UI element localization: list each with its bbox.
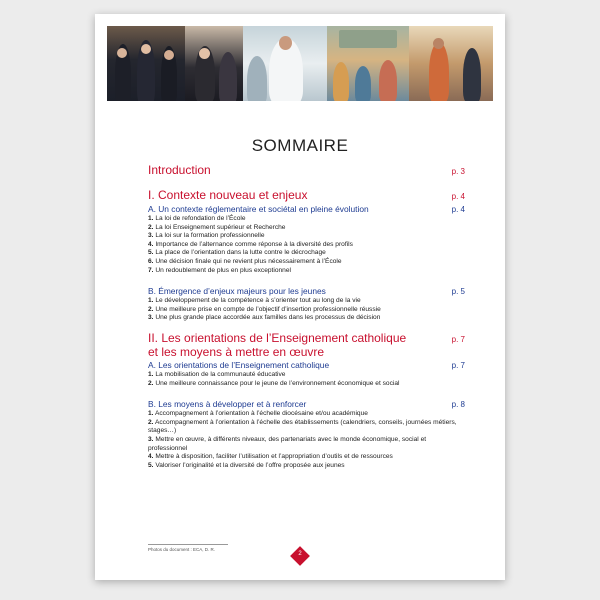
toc-part-2[interactable]: II. Les orientations de l’Enseignement catholique p. 7 <box>148 330 465 345</box>
table-of-contents <box>148 164 465 470</box>
photo-classroom <box>327 26 409 101</box>
toc-item: 5. La place de l’orientation dans la lutte contre le décrochage <box>148 249 326 257</box>
toc-item: 2. Une meilleure prise en compte de l’objectif d’insertion professionnelle réussie <box>148 305 381 313</box>
toc-item: 4. Mettre à disposition, faciliter l’utilisation et l’appropriation d’outils et de ressources <box>148 453 393 461</box>
toc-item: 7. Un redoublement de plus en plus exceptionnel <box>148 266 291 274</box>
toc-item: 2. La loi Enseignement supérieur et Recherche <box>148 223 286 231</box>
photo-doctor <box>243 26 327 101</box>
toc-part-2-a[interactable]: A. Les orientations de l’Enseignement catholique p. 7 <box>148 359 465 370</box>
footer-rule <box>148 544 228 545</box>
toc-item: 1. La mobilisation de la communauté éducative <box>148 370 286 378</box>
toc-item: 1. Accompagnement à l’orientation à l’échelle diocésaine et/ou académique <box>148 410 368 418</box>
toc-part-1[interactable]: I. Contexte nouveau et enjeux p. 4 <box>148 188 465 202</box>
photo-running <box>409 26 493 101</box>
document-page <box>95 14 505 580</box>
toc-intro[interactable]: Introduction p. 3 <box>148 163 465 177</box>
toc-item: 4. Importance de l’alternance comme réponse à la diversité des profils <box>148 240 353 248</box>
photo-banner <box>107 26 493 101</box>
toc-part-2-line2: et les moyens à mettre en œuvre <box>148 344 325 359</box>
photo-students <box>185 26 243 101</box>
toc-item: 3. Une plus grande place accordée aux familles dans les processus de décision <box>148 314 381 322</box>
toc-item: 3. Mettre en œuvre, à différents niveaux, des partenariats avec le monde économique, social et professionnel <box>148 435 427 452</box>
page-number: 2 <box>298 551 302 557</box>
page-number-badge <box>290 546 310 566</box>
toc-item: 1. Le développement de la compétence à s’orienter tout au long de la vie <box>148 297 361 305</box>
toc-part-1-a[interactable]: A. Un contexte réglementaire et sociétal en pleine évolution p. 4 <box>148 204 465 214</box>
photo-credit: Photos du document : ECA, D. R. <box>148 547 216 552</box>
toc-part-2-b[interactable]: B. Les moyens à développer et à renforcer p. 8 <box>148 399 465 410</box>
toc-item: 2. Une meilleure connaissance pour le jeune de l’environnement économique et social <box>148 379 400 387</box>
photo-graduates <box>107 26 185 101</box>
toc-item: 1. La loi de refondation de l’École <box>148 215 246 222</box>
toc-part-1-b[interactable]: B. Émergence d’enjeux majeurs pour les jeunes p. 5 <box>148 286 465 297</box>
toc-item: 5. Valoriser l’originalité et la diversité de l’offre proposée aux jeunes <box>148 461 345 469</box>
page-title: SOMMAIRE <box>251 136 349 155</box>
toc-item: 2. Accompagnement à l’orientation à l’échelle des établissements (calendriers, conseils, journées métiers, stages…) <box>148 418 457 435</box>
toc-item: 6. Une décision finale qui ne revient plus nécessairement à l’École <box>148 257 342 265</box>
toc-item: 3. La loi sur la formation professionnelle <box>148 232 265 240</box>
